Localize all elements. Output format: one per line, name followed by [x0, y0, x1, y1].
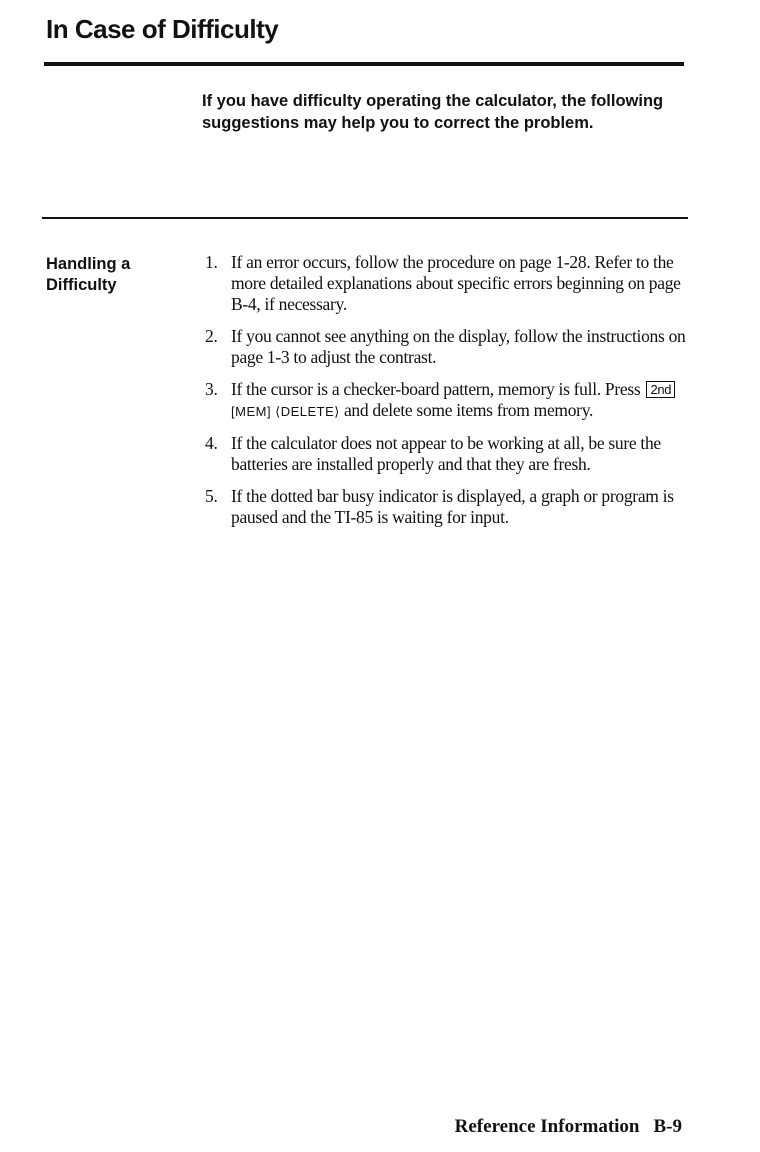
footer-label: Reference Information	[454, 1116, 640, 1137]
step-text: If you cannot see anything on the display, follow the instructions on page 1-3 to adjust the contrast.	[231, 326, 686, 367]
section-divider	[42, 217, 688, 219]
list-item	[200, 326, 690, 368]
step-number: 1.	[205, 252, 218, 272]
step-text: If an error occurs, follow the procedure on page 1-28. Refer to the more detailed explanations about specific errors beginning on page B-4, if necessary.	[231, 252, 681, 314]
step-number: 4.	[205, 433, 218, 453]
list-item	[200, 379, 690, 422]
title-divider	[44, 62, 684, 66]
list-item	[200, 252, 690, 315]
key-2nd: 2nd	[646, 381, 675, 398]
list-item	[200, 433, 690, 475]
step-text: and delete some items from memory.	[343, 400, 594, 420]
list-item	[200, 486, 690, 528]
step-number: 3.	[205, 379, 218, 399]
step-text: If the cursor is a checker-board pattern, memory is full. Press	[231, 379, 641, 399]
step-text: If the dotted bar busy indicator is displayed, a graph or program is paused and the TI-85 is waiting for input.	[231, 486, 674, 527]
key-delete: ⟨DELETE⟩	[275, 404, 340, 419]
page-footer	[455, 1116, 682, 1138]
steps-list	[200, 252, 690, 539]
intro-paragraph: If you have difficulty operating the calculator, the following suggestions may help you to correct the problem.	[202, 92, 664, 132]
step-number: 5.	[205, 486, 218, 506]
key-mem: [MEM]	[231, 404, 272, 419]
page-number: B-9	[653, 1116, 682, 1137]
step-number: 2.	[205, 326, 218, 346]
page-title: In Case of Difficulty	[46, 14, 279, 44]
step-text: If the calculator does not appear to be working at all, be sure the batteries are installed properly and that they are fresh.	[231, 433, 661, 474]
section-heading: Handling a Difficulty	[46, 255, 131, 294]
